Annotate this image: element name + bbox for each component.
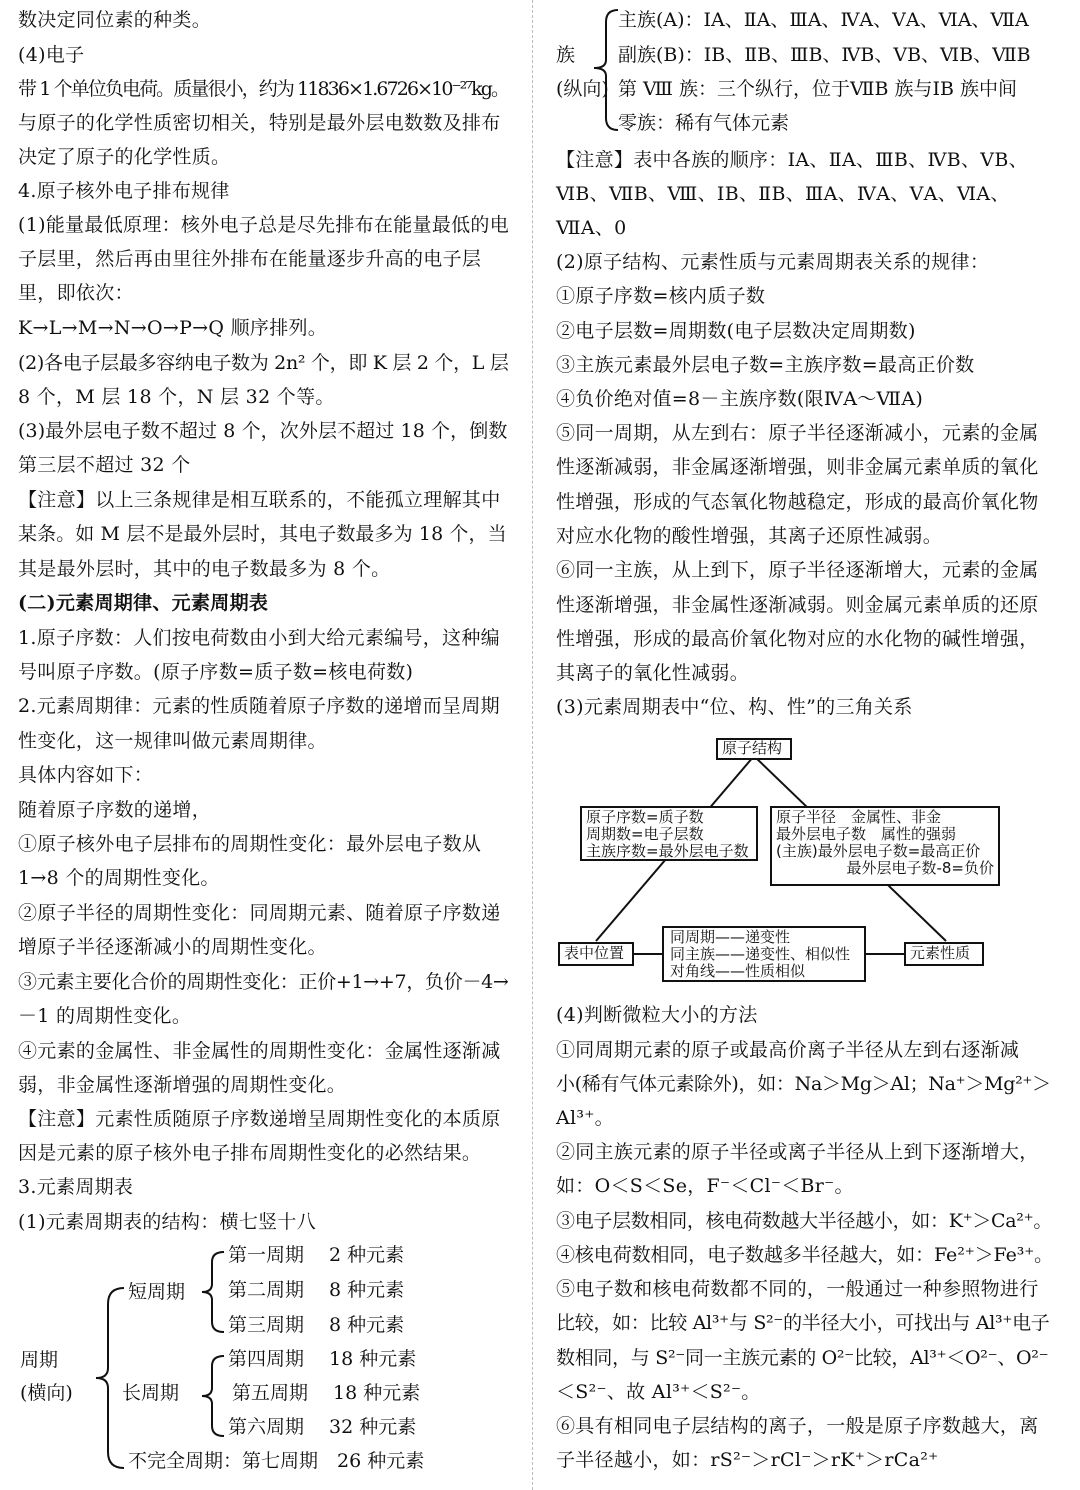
incomplete-period: 不完全周期：第七周期 26 种元素 [128,1450,425,1472]
section-heading: (二)元素周期律、元素周期表 [18,592,269,614]
group-item: 零族：稀有气体元素 [618,112,790,134]
node-structure-property-rules [770,806,1000,886]
text-line: ①同周期元素的原子或最高价离子半径从左到右逐渐减 [556,1039,1020,1061]
text-line: ＜S²⁻、故 Al³⁺＜S²⁻。 [556,1381,761,1403]
node-label: 元素性质 [910,944,971,962]
relation-line: 同主族——递变性、相似性 [670,945,851,963]
rule-line: 原子半径 金属性、非金 [776,808,942,826]
text-line: ①原子核外电子层排布的周期性变化：最外层电子数从 [18,833,482,855]
short-period-label: 短周期 [128,1281,186,1303]
node-label: 原子结构 [722,739,783,757]
period-item: 第二周期 8 种元素 [228,1279,405,1301]
relation-line: 对角线——性质相似 [670,962,806,980]
rule-line: 最外层电子数 属性的强弱 [776,825,957,843]
text-line: (1)元素周期表的结构：横七竖十八 [18,1211,317,1233]
note-line: ⅥB、ⅦB、Ⅷ、ⅠB、ⅡB、ⅢA、ⅣA、ⅤA、ⅥA、 [556,183,1010,205]
text-line: 随着原子序数的递增， [18,799,212,821]
note-line: 因是元素的原子核外电子排布周期性变化的必然结果。 [18,1142,482,1164]
note-line: 其是最外层时，其中的电子数最多为 8 个。 [18,558,391,580]
note-line: ⅦA、0 [556,217,627,239]
text-line: 其离子的氧化性减弱。 [556,662,750,684]
rule-line: 原子序数=质子数 [586,808,704,826]
text-line: ①原子序数=核内质子数 [556,285,766,307]
rule-line: 周期数=电子层数 [586,825,704,843]
text-line: ②同主族元素的原子半径或离子半径从上到下逐渐增大， [556,1141,1039,1163]
text-line: 性逐渐增强，非金属性逐渐减弱。则金属元素单质的还原 [556,594,1039,616]
text-line: ④核电荷数相同，电子数越多半径越大，如：Fe²⁺＞Fe³⁺。 [556,1244,1054,1266]
text-line: ②原子半径的周期性变化：同周期元素、随着原子序数递 [18,902,501,924]
text-line: 性变化，这一规律叫做元素周期律。 [18,730,327,752]
text-line: 1→8 个的周期性变化。 [18,867,220,889]
node-structure-position-rules [580,806,758,861]
text-line: (3)最外层电子数不超过 8 个，次外层不超过 18 个，倒数 [18,420,508,442]
text-line: 2.元素周期律：元素的性质随着原子序数的递增而呈周期 [18,695,500,717]
note-line: 某条。如 M 层不是最外层时，其电子数最多为 18 个，当 [18,523,507,545]
text-line: 带 1 个单位负电荷。质量很小，约为 11836×1.6726×10⁻²⁷kg。 [18,78,509,100]
text-line: 里，即依次： [18,282,134,304]
text-line: ④负价绝对值=8－主族序数(限ⅣA～ⅦA) [556,388,924,410]
text-line: ③元素主要化合价的周期性变化：正价+1→+7，负价－4→ [18,971,509,993]
group-item: 第 Ⅷ 族：三个纵行，位于ⅦB 族与ⅠB 族中间 [618,78,1018,100]
text-line: (4)电子 [18,44,85,66]
text-line: 性增强，形成的气态氧化物越稳定，形成的最高价氧化物 [556,491,1039,513]
text-line: K→L→M→N→O→P→Q 顺序排列。 [18,317,328,339]
section-heading: (4)判断微粒大小的方法 [556,1004,758,1026]
text-line: 如：O＜S＜Se，F⁻＜Cl⁻＜Br⁻。 [556,1175,854,1197]
text-line: Al³⁺。 [556,1107,614,1129]
short-period-brace [198,1250,228,1334]
node-label: 表中位置 [564,944,625,962]
note-line: 【注意】元素性质随原子序数递增呈周期性变化的本质原 [18,1108,501,1130]
group-item: 主族(A)：ⅠA、ⅡA、ⅢA、ⅣA、ⅤA、ⅥA、ⅦA [618,9,1029,31]
rule-line: (主族)最外层电子数=最高正价 [776,842,981,860]
text-line: 数相同，与 S²⁻同一主族元素的 O²⁻比较，Al³⁺＜O²⁻、O²⁻ [556,1347,1049,1369]
text-line: 8 个，M 层 18 个，N 层 32 个等。 [18,386,335,408]
text-line: (2)各电子层最多容纳电子数为 2n² 个，即 K 层 2 个，L 层 [18,352,509,374]
period-root-label: 周期 [20,1349,59,1371]
text-line: ②电子层数=周期数(电子层数决定周期数) [556,320,916,342]
long-period-brace [198,1354,228,1438]
text-line: 弱，非金属性逐渐增强的周期性变化。 [18,1074,347,1096]
period-item: 第六周期 32 种元素 [228,1416,417,1438]
relation-line: 同周期——递变性 [670,928,791,946]
text-line: 与原子的化学性质密切相关，特别是最外层电数数及排布 [18,112,501,134]
text-line: 数决定同位素的种类。 [18,9,212,31]
node-atomic-structure [716,738,792,760]
text-line: 性逐渐减弱，非金属逐渐增强，则非金属元素单质的氧化 [556,456,1039,478]
section-heading: 3.元素周期表 [18,1176,134,1198]
text-line: －1 的周期性变化。 [18,1005,192,1027]
group-root-sublabel: (纵向) [556,78,609,100]
text-line: 1.原子序数：人们按电荷数由小到大给元素编号，这种编 [18,627,500,649]
text-line: 增原子半径逐渐减小的周期性变化。 [18,936,327,958]
text-line: ④元素的金属性、非金属性的周期性变化：金属性逐渐减 [18,1040,501,1062]
text-line: 决定了原子的化学性质。 [18,146,231,168]
period-item: 第三周期 8 种元素 [228,1314,405,1336]
text-line: ⑥具有相同电子层结构的离子，一般是原子序数越大，离 [556,1415,1039,1437]
rule-line: 最外层电子数-8=负价 [846,859,994,877]
text-line: (1)能量最低原理：核外电子总是尽先排布在能量最低的电 [18,214,510,236]
section-heading: 4.原子核外电子排布规律 [18,180,230,202]
group-root-label: 族 [556,44,576,66]
text-line: 性增强，形成的最高价氧化物对应的水化物的碱性增强， [556,628,1039,650]
group-item: 副族(B)：ⅠB、ⅡB、ⅢB、ⅣB、ⅤB、ⅥB、ⅦB [618,44,1031,66]
note-line: 【注意】以上三条规律是相互联系的，不能孤立理解其中 [18,489,501,511]
node-table-position [558,942,634,966]
text-line: 具体内容如下： [18,764,154,786]
period-item: 第五周期 18 种元素 [232,1382,421,1404]
text-line: ③主族元素最外层电子数=主族序数=最高正价数 [556,354,975,376]
text-line: 比较，如：比较 Al³⁺与 S²⁻的半径大小，可找出与 Al³⁺电子 [556,1312,1050,1334]
column-divider [532,0,533,1490]
text-line: 对应水化物的酸性增强，其离子还原性减弱。 [556,525,943,547]
text-line: ③电子层数相同，核电荷数越大半径越小，如：K⁺＞Ca²⁺。 [556,1210,1053,1232]
node-position-property-relations [662,926,866,982]
text-line: 号叫原子序数。(原子序数=质子数=核电荷数) [18,661,414,683]
text-line: ⑥同一主族，从上到下，原子半径逐渐增大，元素的金属 [556,559,1039,581]
text-line: ⑤同一周期，从左到右：原子半径逐渐减小，元素的金属 [556,422,1039,444]
text-line: 小(稀有气体元素除外)，如：Na＞Mg＞Al；Na⁺＞Mg²⁺＞ [556,1073,1051,1095]
rule-line: 主族序数=最外层电子数 [586,842,749,860]
text-line: 子层里，然后再由里往外排布在能量逐步升高的电子层 [18,248,482,270]
node-element-properties [904,942,984,966]
text-line: ⑤电子数和核电荷数都不同的，一般通过一种参照物进行 [556,1278,1039,1300]
note-line: 【注意】表中各族的顺序：ⅠA、ⅡA、ⅢB、ⅣB、ⅤB、 [556,149,1028,171]
period-item: 第四周期 18 种元素 [228,1348,417,1370]
text-line: 子半径越小，如：rS²⁻＞rCl⁻＞rK⁺＞rCa²⁺ [556,1449,939,1471]
long-period-label: 长周期 [122,1382,180,1404]
text-line: 第三层不超过 32 个 [18,454,191,476]
period-item: 第一周期 2 种元素 [228,1244,405,1266]
section-heading: (3)元素周期表中“位、构、性”的三角关系 [556,696,913,718]
period-root-sublabel: (横向) [20,1382,73,1404]
text-line: (2)原子结构、元素性质与元素周期表关系的规律： [556,251,990,273]
